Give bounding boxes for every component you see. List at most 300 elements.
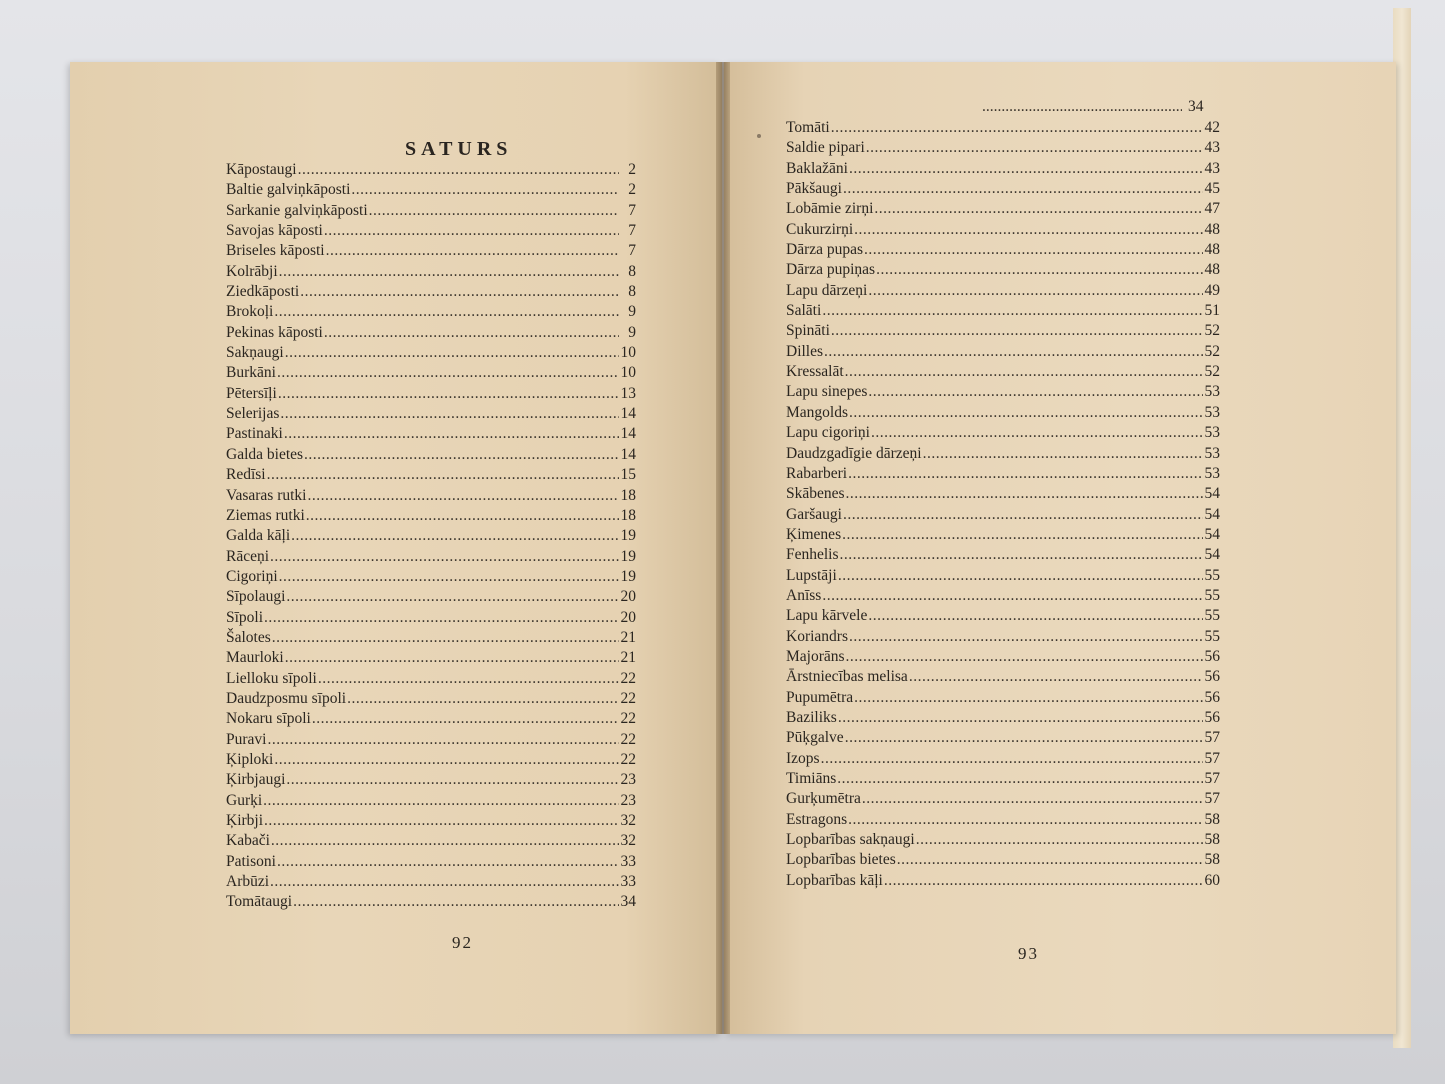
toc-entry-page: 52 (1204, 342, 1220, 360)
toc-entry-page: 21 (620, 628, 636, 646)
toc-entry-title: Briseles kāposti (226, 242, 325, 260)
toc-entry (226, 689, 636, 709)
dot-leader (849, 159, 1203, 179)
toc-entry (226, 892, 636, 912)
toc-entry (786, 342, 1220, 362)
dot-leader (848, 464, 1203, 484)
toc-entry-title: Kolrābji (226, 262, 278, 280)
toc-entry (786, 606, 1220, 626)
toc-entry (786, 199, 1220, 219)
toc-entry-title: Baklažāni (786, 159, 848, 177)
toc-entry-title: Nokaru sīpoli (226, 710, 311, 728)
dot-leader (318, 669, 619, 689)
dot-leader (831, 118, 1203, 138)
toc-entry-page: 57 (1204, 790, 1220, 808)
continued-leader (982, 98, 1182, 118)
dot-leader (351, 180, 619, 200)
toc-entry-title: Pākšaugi (786, 180, 842, 198)
toc-entry-page: 54 (1204, 485, 1220, 503)
dot-leader (864, 240, 1203, 260)
toc-entry (786, 403, 1220, 423)
toc-entry-page: 53 (1204, 444, 1220, 462)
toc-entry (786, 627, 1220, 647)
dot-leader (842, 525, 1203, 545)
toc-entry-page: 43 (1204, 159, 1220, 177)
toc-entry (226, 201, 636, 221)
dot-leader (293, 892, 619, 912)
toc-entry-page: 53 (1204, 403, 1220, 421)
toc-entry (226, 180, 636, 200)
toc-entry-title: Pupumētra (786, 688, 854, 706)
toc-entry (226, 526, 636, 546)
dot-leader (843, 179, 1203, 199)
toc-entry-title: Puravi (226, 730, 267, 748)
toc-entry (786, 871, 1220, 891)
toc-entry (786, 566, 1220, 586)
toc-entry-title: Fenhelis (786, 546, 839, 564)
toc-entry (786, 769, 1220, 789)
toc-entry (226, 486, 636, 506)
dot-leader (854, 688, 1203, 708)
toc-entry-page: 2 (628, 161, 636, 178)
toc-entry-page: 22 (620, 730, 636, 748)
dot-leader (876, 260, 1203, 280)
toc-entry (786, 220, 1220, 240)
toc-entry-page: 7 (628, 201, 636, 219)
toc-entry (226, 302, 636, 322)
toc-entry-page: 33 (620, 873, 636, 891)
toc-entry-page: 8 (628, 283, 636, 301)
toc-entry-title: Lapu sinepes (786, 383, 868, 401)
toc-entry-title: Izops (786, 749, 820, 767)
toc-entry (786, 830, 1220, 850)
toc-entry (226, 241, 636, 261)
toc-entry-title: Galda kāļi (226, 527, 291, 545)
dot-leader (848, 810, 1203, 830)
toc-entry-title: Cukurzirņi (786, 220, 854, 238)
dot-leader (868, 281, 1203, 301)
toc-entry-page: 21 (620, 649, 636, 667)
dot-leader (838, 566, 1203, 586)
toc-entry-title: Baziliks (786, 708, 837, 726)
toc-entry-page: 19 (620, 567, 636, 585)
toc-entry-page: 14 (620, 425, 636, 443)
toc-title: SATURS (405, 138, 513, 160)
toc-entry-title: Galda bietes (226, 445, 304, 463)
toc-entry-page: 14 (620, 445, 636, 463)
toc-entry-page: 51 (1204, 302, 1220, 320)
toc-entry-title: Kressalāt (786, 363, 844, 381)
toc-entry-title: Kāpostaugi (226, 161, 297, 178)
toc-entry-page: 57 (1204, 749, 1220, 767)
toc-entry (786, 586, 1220, 606)
toc-entry-page: 53 (1204, 424, 1220, 442)
toc-entry-page: 53 (1204, 464, 1220, 482)
toc-entry (786, 179, 1220, 199)
toc-entry (786, 749, 1220, 769)
toc-entry-page: 56 (1204, 647, 1220, 665)
dot-leader (271, 831, 619, 851)
dot-leader (822, 301, 1203, 321)
toc-entry-title: Ziedkāposti (226, 283, 300, 301)
dot-leader (279, 567, 619, 587)
dot-leader (270, 547, 619, 567)
toc-entry (786, 810, 1220, 830)
toc-entry (786, 362, 1220, 382)
toc-entry-title: Lapu dārzeņi (786, 281, 868, 299)
toc-entry-title: Mangolds (786, 403, 848, 421)
toc-entry-page: 23 (620, 791, 636, 809)
toc-entry (786, 321, 1220, 341)
toc-entry-title: Lopbarības sakņaugi (786, 831, 915, 849)
dot-leader (866, 138, 1203, 158)
toc-entry-page: 53 (1204, 383, 1220, 401)
toc-entry-title: Lapu cigoriņi (786, 424, 870, 442)
dot-leader (267, 730, 619, 750)
toc-entry-title: Skābenes (786, 485, 845, 503)
toc-entry-title: Ziemas rutki (226, 506, 305, 524)
dot-leader (831, 321, 1203, 341)
toc-entry-title: Lopbarības bietes (786, 851, 896, 869)
dot-leader (923, 444, 1203, 464)
dot-leader (845, 728, 1203, 748)
toc-entry (786, 789, 1220, 809)
toc-entry (226, 669, 636, 689)
toc-entry-page: 55 (1204, 586, 1220, 604)
dot-leader (274, 750, 619, 770)
toc-entry (226, 547, 636, 567)
toc-entry-page: 58 (1204, 810, 1220, 828)
dot-leader (274, 302, 619, 322)
toc-entry (226, 587, 636, 607)
ink-speck (757, 134, 761, 138)
dot-leader (845, 362, 1203, 382)
toc-entry-title: Tomāti (786, 119, 830, 136)
toc-entry-page: 54 (1204, 546, 1220, 564)
dot-leader (267, 465, 619, 485)
left-toc-list (226, 160, 636, 913)
toc-entry-title: Selerijas (226, 405, 280, 423)
toc-entry-page: 57 (1204, 729, 1220, 747)
dot-leader (840, 545, 1203, 565)
dot-leader (279, 262, 619, 282)
toc-entry-title: Estragons (786, 810, 848, 828)
toc-entry-title: Koriandrs (786, 627, 848, 645)
toc-entry (786, 260, 1220, 280)
toc-entry (786, 850, 1220, 870)
dot-leader (884, 871, 1203, 891)
toc-entry-page: 19 (620, 527, 636, 545)
toc-entry-page: 15 (620, 466, 636, 484)
dot-leader (285, 648, 619, 668)
toc-entry-page: 32 (620, 812, 636, 829)
toc-entry (786, 240, 1220, 260)
toc-entry-title: Sarkanie galviņkāposti (226, 201, 368, 219)
toc-entry (786, 159, 1220, 179)
dot-leader (284, 424, 619, 444)
toc-entry-title: Ķirbji (226, 812, 264, 829)
toc-entry-title: Daudzgadīgie dārzeņi (786, 444, 922, 462)
toc-entry-page: 55 (1204, 627, 1220, 645)
toc-entry-title: Salāti (786, 302, 822, 320)
toc-entry-title: Spināti (786, 322, 830, 340)
toc-entry (226, 852, 636, 872)
toc-entry-page: 58 (1204, 831, 1220, 849)
toc-entry (786, 688, 1220, 708)
toc-entry (226, 648, 636, 668)
dot-leader (854, 220, 1203, 240)
toc-entry-page: 42 (1204, 119, 1220, 136)
toc-entry-page: 20 (620, 608, 636, 626)
dot-leader (846, 484, 1203, 504)
dot-leader (286, 587, 619, 607)
toc-entry-page: 56 (1204, 688, 1220, 706)
toc-entry-title: Pekinas kāposti (226, 323, 323, 341)
toc-entry-page: 22 (620, 689, 636, 707)
toc-entry-page: 48 (1204, 220, 1220, 238)
dot-leader (909, 667, 1203, 687)
book-spine (716, 62, 730, 1034)
toc-entry-title: Pastinaki (226, 425, 283, 443)
toc-entry-page: 58 (1204, 851, 1220, 869)
toc-entry-page: 7 (628, 242, 636, 260)
toc-entry-title: Tomātaugi (226, 893, 293, 911)
toc-entry-page: 8 (628, 262, 636, 280)
toc-entry (786, 728, 1220, 748)
right-toc-list (786, 118, 1220, 891)
toc-entry-title: Savojas kāposti (226, 222, 323, 240)
dot-leader (347, 689, 619, 709)
toc-entry-title: Rāceņi (226, 547, 270, 565)
toc-entry-title: Lobāmie zirņi (786, 200, 874, 218)
toc-entry-title: Dārza pupas (786, 241, 864, 259)
toc-entry-page: 20 (620, 588, 636, 606)
toc-entry-page: 34 (620, 893, 636, 911)
dot-leader (285, 343, 619, 363)
toc-entry-page: 10 (620, 364, 636, 382)
toc-entry (786, 505, 1220, 525)
toc-entry (786, 545, 1220, 565)
toc-entry (226, 770, 636, 790)
toc-entry (786, 382, 1220, 402)
toc-entry-page: 55 (1204, 566, 1220, 584)
toc-entry (226, 709, 636, 729)
toc-entry (226, 608, 636, 628)
toc-entry-title: Burkāni (226, 364, 276, 382)
toc-entry-title: Rabarberi (786, 464, 848, 482)
toc-entry-title: Lapu kārvele (786, 607, 868, 625)
toc-entry-page: 60 (1204, 871, 1220, 889)
toc-entry-title: Ķimenes (786, 525, 842, 543)
toc-entry-page: 22 (620, 669, 636, 687)
toc-entry (786, 667, 1220, 687)
toc-entry-title: Cigoriņi (226, 567, 278, 585)
dot-leader (264, 608, 619, 628)
toc-entry (786, 423, 1220, 443)
toc-entry-page: 45 (1204, 180, 1220, 198)
toc-entry-page: 18 (620, 506, 636, 524)
continued-page-number: 34 (1188, 98, 1204, 115)
toc-entry (226, 323, 636, 343)
dot-leader (278, 384, 619, 404)
dot-leader (897, 850, 1203, 870)
toc-entry-title: Lopbarības kāļi (786, 871, 883, 889)
dot-leader (849, 627, 1203, 647)
dot-leader (312, 709, 619, 729)
toc-entry-page: 49 (1204, 281, 1220, 299)
toc-entry-page: 7 (628, 222, 636, 240)
toc-entry-title: Patisoni (226, 852, 276, 870)
toc-entry (786, 281, 1220, 301)
toc-entry-title: Ķiploki (226, 750, 274, 768)
dot-leader (264, 811, 619, 831)
toc-entry (226, 628, 636, 648)
toc-entry-title: Vasaras rutki (226, 486, 307, 504)
toc-entry (786, 138, 1220, 158)
toc-entry (226, 730, 636, 750)
toc-entry-title: Sīpolaugi (226, 588, 286, 606)
toc-entry-title: Maurloki (226, 649, 284, 667)
toc-entry (226, 465, 636, 485)
dot-leader (916, 830, 1203, 850)
toc-entry-title: Kabači (226, 832, 270, 850)
dot-leader (270, 872, 619, 892)
toc-entry-page: 47 (1204, 200, 1220, 218)
toc-entry-page: 56 (1204, 668, 1220, 686)
dot-leader (263, 791, 619, 811)
page-number-right: 93 (1018, 944, 1039, 963)
toc-entry (226, 384, 636, 404)
toc-entry (786, 444, 1220, 464)
dot-leader (306, 506, 619, 526)
toc-entry-page: 22 (620, 710, 636, 728)
dot-leader (871, 423, 1203, 443)
toc-entry-title: Arbūzi (226, 873, 270, 891)
toc-entry (226, 221, 636, 241)
toc-entry-title: Sīpoli (226, 608, 264, 626)
toc-entry-page: 13 (620, 384, 636, 402)
toc-entry-page: 10 (620, 344, 636, 362)
toc-entry (226, 831, 636, 851)
dot-leader (304, 445, 619, 465)
dot-leader (822, 586, 1203, 606)
dot-leader (286, 770, 619, 790)
toc-entry-page: 23 (620, 771, 636, 789)
dot-leader (843, 505, 1203, 525)
dot-leader (277, 363, 619, 383)
toc-entry-page: 22 (620, 750, 636, 768)
toc-entry-title: Garšaugi (786, 505, 842, 523)
toc-entry-page: 56 (1204, 708, 1220, 726)
toc-entry-page: 52 (1204, 322, 1220, 340)
toc-entry (226, 343, 636, 363)
dot-leader (369, 201, 619, 221)
toc-entry-page: 48 (1204, 241, 1220, 259)
dot-leader (298, 160, 619, 180)
toc-entry (226, 424, 636, 444)
dot-leader (862, 789, 1203, 809)
page-number-left: 92 (452, 933, 473, 952)
toc-entry (226, 791, 636, 811)
toc-entry-page: 19 (620, 547, 636, 565)
dot-leader (821, 749, 1203, 769)
toc-entry-title: Timiāns (786, 770, 837, 787)
toc-entry-title: Saldie pipari (786, 139, 865, 157)
toc-entry (226, 872, 636, 892)
toc-entry-page: 32 (620, 832, 636, 850)
toc-entry (226, 262, 636, 282)
dot-leader (874, 199, 1203, 219)
toc-entry-page: 2 (628, 181, 636, 199)
toc-entry (226, 282, 636, 302)
toc-entry-title: Gurķumētra (786, 790, 861, 808)
toc-entry (226, 160, 636, 180)
toc-entry (786, 484, 1220, 504)
toc-entry (226, 750, 636, 770)
toc-entry-page: 57 (1204, 770, 1220, 787)
toc-entry (786, 301, 1220, 321)
dot-leader (838, 708, 1203, 728)
toc-entry-title: Gurķi (226, 791, 263, 809)
toc-entry-page: 9 (628, 303, 636, 321)
toc-entry (226, 404, 636, 424)
dot-leader (846, 647, 1203, 667)
dot-leader (272, 628, 619, 648)
dot-leader (291, 526, 619, 546)
toc-entry (226, 363, 636, 383)
toc-entry-title: Pētersīļi (226, 384, 277, 402)
toc-entry-title: Anīss (786, 586, 822, 604)
toc-entry-title: Baltie galviņkāposti (226, 181, 351, 199)
dot-leader (308, 486, 620, 506)
toc-entry (226, 445, 636, 465)
toc-entry-title: Sakņaugi (226, 344, 284, 362)
toc-entry-page: 33 (620, 852, 636, 870)
toc-entry-page: 18 (620, 486, 636, 504)
toc-entry-title: Šalotes (226, 628, 271, 646)
toc-entry-title: Majorāns (786, 647, 845, 665)
toc-entry-page: 9 (628, 323, 636, 341)
dot-leader (868, 606, 1203, 626)
toc-entry-title: Lielloku sīpoli (226, 669, 317, 687)
toc-entry-page: 14 (620, 405, 636, 423)
toc-entry (786, 464, 1220, 484)
toc-entry (226, 506, 636, 526)
dot-leader (280, 404, 619, 424)
dot-leader (837, 769, 1203, 789)
dot-leader (868, 382, 1203, 402)
dot-leader (849, 403, 1203, 423)
dot-leader (324, 323, 619, 343)
toc-entry-title: Redīsi (226, 466, 266, 484)
toc-entry-page: 48 (1204, 261, 1220, 279)
toc-entry-title: Ārstniecības melisa (786, 668, 908, 686)
toc-entry-title: Pūķgalve (786, 729, 844, 747)
dot-leader (326, 241, 619, 261)
toc-entry (226, 567, 636, 587)
toc-entry-title: Dārza pupiņas (786, 261, 876, 279)
toc-entry-page: 43 (1204, 139, 1220, 157)
toc-entry-title: Ķirbjaugi (226, 771, 286, 789)
toc-entry (786, 708, 1220, 728)
toc-entry (226, 811, 636, 831)
dot-leader (277, 852, 619, 872)
toc-entry-title: Lupstāji (786, 566, 837, 584)
toc-entry-page: 54 (1204, 525, 1220, 543)
toc-entry-page: 54 (1204, 505, 1220, 523)
toc-entry-page: 52 (1204, 363, 1220, 381)
toc-entry (786, 647, 1220, 667)
